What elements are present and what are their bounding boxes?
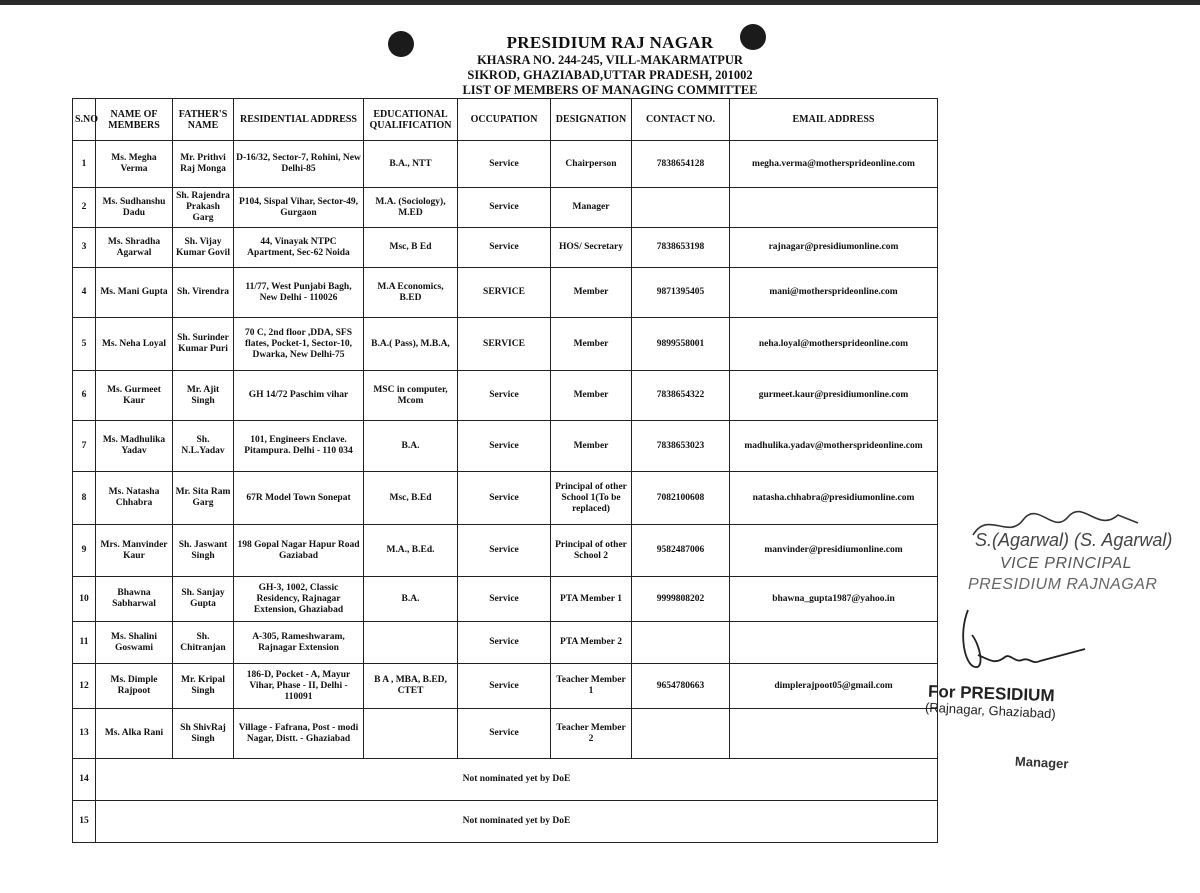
cell-qualification: M.A., B.Ed. [364,525,458,577]
table-row [73,421,938,472]
cell-sno: 10 [73,577,96,622]
cell-father: Mr. Kripal Singh [173,664,234,709]
cell-email: manvinder@presidiumonline.com [730,525,938,577]
cell-email: natasha.chhabra@presidiumonline.com [730,472,938,525]
for-presidium: For PRESIDIUM [927,681,1055,706]
cell-address: 44, Vinayak NTPC Apartment, Sec-62 Noida [234,228,364,268]
cell-sno: 2 [73,188,96,228]
cell-sno: 7 [73,421,96,472]
cell-contact: 9999808202 [632,577,730,622]
cell-designation: Principal of other School 2 [551,525,632,577]
table-header-row [73,99,938,141]
cell-address: 11/77, West Punjabi Bagh, New Delhi - 110026 [234,268,364,318]
cell-father: Sh ShivRaj Singh [173,709,234,759]
table-row [73,664,938,709]
cell-qualification [364,622,458,664]
cell-sno: 4 [73,268,96,318]
cell-name: Ms. Alka Rani [96,709,173,759]
cell-email: rajnagar@presidiumonline.com [730,228,938,268]
cell-father: Sh. Jaswant Singh [173,525,234,577]
signature-scrawl-manager [960,605,1090,685]
col-header-address: RESIDENTIAL ADDRESS [234,99,364,141]
cell-name: Ms. Madhulika Yadav [96,421,173,472]
cell-father: Mr. Prithvi Raj Monga [173,141,234,188]
cell-designation: Member [551,421,632,472]
cell-contact: 9899558001 [632,318,730,371]
cell-occupation: Service [458,421,551,472]
cell-sno: 8 [73,472,96,525]
cell-father: Sh. Surinder Kumar Puri [173,318,234,371]
stamp-role: Manager [1014,753,1069,772]
col-header-designation: DESIGNATION [551,99,632,141]
cell-name: Ms. Dimple Rajpoot [96,664,173,709]
table-row [73,188,938,228]
cell-occupation: Service [458,188,551,228]
cell-email: bhawna_gupta1987@yahoo.in [730,577,938,622]
signatory-name: S.(Agarwal) (S. Agarwal) [975,530,1173,550]
cell-occupation: Service [458,228,551,268]
cell-qualification: Msc, B.Ed [364,472,458,525]
cell-name: Ms. Sudhanshu Dadu [96,188,173,228]
cell-father: Sh. Chitranjan [173,622,234,664]
cell-designation: PTA Member 2 [551,622,632,664]
cell-address: 67R Model Town Sonepat [234,472,364,525]
cell-address: Village - Fafrana, Post - modi Nagar, Distt. - Ghaziabad [234,709,364,759]
table-row-unnominated [73,759,938,801]
school-name: PRESIDIUM RAJ NAGAR [506,33,714,52]
cell-name: Ms. Mani Gupta [96,268,173,318]
document-title: LIST OF MEMBERS OF MANAGING COMMITTEE [462,83,758,97]
cell-address: 186-D, Pocket - A, Mayur Vihar, Phase - II, Delhi - 110091 [234,664,364,709]
cell-contact: 7838653023 [632,421,730,472]
cell-name: Ms. Neha Loyal [96,318,173,371]
cell-occupation: Service [458,141,551,188]
col-header-occupation: OCCUPATION [458,99,551,141]
cell-contact: 7838654128 [632,141,730,188]
cell-contact [632,622,730,664]
cell-name: Ms. Shalini Goswami [96,622,173,664]
cell-contact: 7838653198 [632,228,730,268]
col-header-name: NAME OF MEMBERS [96,99,173,141]
cell-father: Sh. Rajendra Prakash Garg [173,188,234,228]
table-row [73,577,938,622]
cell-contact: 7838654322 [632,371,730,421]
cell-sno: 9 [73,525,96,577]
cell-qualification: B A , MBA, B.ED, CTET [364,664,458,709]
cell-qualification: M.A. (Sociology), M.ED [364,188,458,228]
cell-email: mani@mothersprideonline.com [730,268,938,318]
address-line-1: KHASRA NO. 244-245, VILL-MAKARMATPUR [477,53,743,67]
cell-email [730,709,938,759]
cell-father: Sh. Virendra [173,268,234,318]
cell-contact: 9582487006 [632,525,730,577]
cell-designation: HOS/ Secretary [551,228,632,268]
managing-committee-table [72,98,938,843]
signatory-org: PRESIDIUM RAJNAGAR [968,576,1158,593]
cell-father: Sh. N.L.Yadav [173,421,234,472]
cell-occupation: Service [458,371,551,421]
cell-occupation: SERVICE [458,318,551,371]
cell-qualification: M.A Economics, B.ED [364,268,458,318]
cell-address: 70 C, 2nd floor ,DDA, SFS flates, Pocket-1, Sector-10, Dwarka, New Delhi-75 [234,318,364,371]
col-header-qualification: EDUCATIONAL QUALIFICATION [364,99,458,141]
col-header-father: FATHER'S NAME [173,99,234,141]
cell-sno: 6 [73,371,96,421]
cell-father: Sh. Sanjay Gupta [173,577,234,622]
cell-occupation: Service [458,525,551,577]
cell-designation: Teacher Member 1 [551,664,632,709]
cell-name: Bhawna Sabharwal [96,577,173,622]
cell-designation: Teacher Member 2 [551,709,632,759]
cell-sno: 12 [73,664,96,709]
cell-designation: Chairperson [551,141,632,188]
cell-designation: Manager [551,188,632,228]
cell-contact: 9654780663 [632,664,730,709]
cell-address: P104, Sispal Vihar, Sector-49, Gurgaon [234,188,364,228]
cell-qualification: B.A. [364,421,458,472]
cell-address: GH 14/72 Paschim vihar [234,371,364,421]
cell-designation: PTA Member 1 [551,577,632,622]
cell-contact [632,188,730,228]
cell-occupation: Service [458,472,551,525]
signatory-title: VICE PRINCIPAL [1000,555,1133,572]
table-row [73,472,938,525]
cell-occupation: Service [458,577,551,622]
cell-name: Ms. Gurmeet Kaur [96,371,173,421]
cell-address: 198 Gopal Nagar Hapur Road Gaziabad [234,525,364,577]
cell-occupation: SERVICE [458,268,551,318]
table-row [73,371,938,421]
cell-address: 101, Engineers Enclave. Pitampura. Delhi - 110 034 [234,421,364,472]
cell-email: dimplerajpoot05@gmail.com [730,664,938,709]
table-row [73,141,938,188]
cell-email: neha.loyal@mothersprideonline.com [730,318,938,371]
table-row [73,318,938,371]
table-row [73,525,938,577]
cell-address: GH-3, 1002, Classic Residency, Rajnagar Extension, Ghaziabad [234,577,364,622]
table-row [73,622,938,664]
cell-qualification: B.A. [364,577,458,622]
cell-designation: Principal of other School 1(To be replaced) [551,472,632,525]
cell-qualification: B.A.( Pass), M.B.A, [364,318,458,371]
cell-name: Mrs. Manvinder Kaur [96,525,173,577]
cell-qualification: B.A., NTT [364,141,458,188]
cell-name: Ms. Shradha Agarwal [96,228,173,268]
cell-address: D-16/32, Sector-7, Rohini, New Delhi-85 [234,141,364,188]
cell-occupation: Service [458,622,551,664]
cell-email: megha.verma@mothersprideonline.com [730,141,938,188]
cell-designation: Member [551,268,632,318]
cell-email [730,622,938,664]
cell-designation: Member [551,371,632,421]
cell-sno: 11 [73,622,96,664]
col-header-email: EMAIL ADDRESS [730,99,938,141]
table-row-unnominated [73,801,938,843]
cell-father: Sh. Vijay Kumar Govil [173,228,234,268]
col-header-sno: S.NO [73,99,96,141]
cell-sno: 15 [73,801,96,843]
cell-father: Mr. Ajit Singh [173,371,234,421]
scan-edge [0,0,1200,5]
cell-email [730,188,938,228]
stamp-location: (Rajnagar, Ghaziabad) [924,699,1057,722]
cell-designation: Member [551,318,632,371]
cell-sno: 1 [73,141,96,188]
cell-email: madhulika.yadav@mothersprideonline.com [730,421,938,472]
cell-sno: 13 [73,709,96,759]
col-header-contact: CONTACT NO. [632,99,730,141]
cell-email: gurmeet.kaur@presidiumonline.com [730,371,938,421]
cell-not-nominated: Not nominated yet by DoE [96,759,938,801]
address-line-2: SIKROD, GHAZIABAD,UTTAR PRADESH, 201002 [467,68,753,82]
cell-qualification: Msc, B Ed [364,228,458,268]
table-row [73,709,938,759]
cell-contact: 7082100608 [632,472,730,525]
cell-not-nominated: Not nominated yet by DoE [96,801,938,843]
cell-qualification [364,709,458,759]
cell-name: Ms. Natasha Chhabra [96,472,173,525]
cell-name: Ms. Megha Verma [96,141,173,188]
cell-contact [632,709,730,759]
table-row [73,228,938,268]
cell-qualification: MSC in computer, Mcom [364,371,458,421]
cell-contact: 9871395405 [632,268,730,318]
cell-father: Mr. Sita Ram Garg [173,472,234,525]
table-row [73,268,938,318]
cell-occupation: Service [458,664,551,709]
cell-sno: 14 [73,759,96,801]
cell-address: A-305, Rameshwaram, Rajnagar Extension [234,622,364,664]
cell-occupation: Service [458,709,551,759]
cell-sno: 5 [73,318,96,371]
cell-sno: 3 [73,228,96,268]
